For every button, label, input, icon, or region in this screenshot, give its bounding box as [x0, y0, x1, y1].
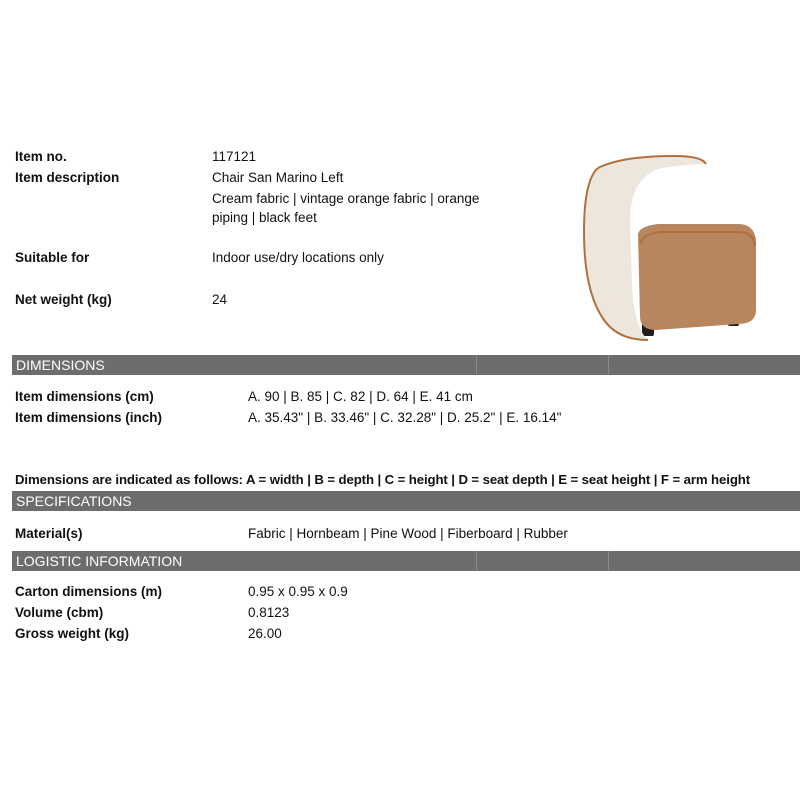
band-divider: [476, 551, 477, 571]
materials-value: Fabric | Hornbeam | Pine Wood | Fiberboard | Rubber: [248, 526, 568, 541]
chair-product-image: [578, 152, 768, 348]
volume-value: 0.8123: [248, 605, 290, 620]
item-dimensions-inch-label: Item dimensions (inch): [15, 410, 163, 425]
item-no-label: Item no.: [15, 149, 67, 164]
band-divider: [476, 355, 477, 375]
dimensions-header-text: DIMENSIONS: [16, 357, 105, 373]
specifications-header: [12, 491, 800, 511]
gross-weight-value: 26.00: [248, 626, 282, 641]
dimensions-header: [12, 355, 800, 375]
item-description-line-2: Cream fabric | vintage orange fabric | orange: [212, 191, 480, 206]
item-dimensions-cm-label: Item dimensions (cm): [15, 389, 154, 404]
logistic-information-header: [12, 551, 800, 571]
suitable-for-label: Suitable for: [15, 250, 90, 265]
carton-dimensions-label: Carton dimensions (m): [15, 584, 163, 599]
item-dimensions-inch-value: A. 35.43" | B. 33.46" | C. 32.28" | D. 25.2" | E. 16.14": [248, 410, 562, 425]
specifications-header-text: SPECIFICATIONS: [16, 493, 132, 509]
band-divider: [608, 355, 609, 375]
net-weight-value: 24: [212, 292, 228, 307]
chair-seat: [638, 224, 756, 330]
item-description-line-3: piping | black feet: [212, 210, 317, 225]
volume-label: Volume (cbm): [15, 605, 104, 620]
item-dimensions-cm-value: A. 90 | B. 85 | C. 82 | D. 64 | E. 41 cm: [248, 389, 473, 404]
band-divider: [608, 551, 609, 571]
logistic-information-header-text: LOGISTIC INFORMATION: [16, 553, 183, 569]
materials-label: Material(s): [15, 526, 83, 541]
carton-dimensions-value: 0.95 x 0.95 x 0.9: [248, 584, 348, 599]
gross-weight-label: Gross weight (kg): [15, 626, 130, 641]
item-description-label: Item description: [15, 170, 120, 185]
item-description-line-1: Chair San Marino Left: [212, 170, 344, 185]
net-weight-label: Net weight (kg): [15, 292, 112, 307]
suitable-for-value: Indoor use/dry locations only: [212, 250, 384, 265]
item-no-value: 117121: [212, 149, 257, 164]
dimensions-legend: Dimensions are indicated as follows: A = width | B = depth | C = height | D = seat depth | E = seat height | F = arm height: [15, 472, 751, 487]
